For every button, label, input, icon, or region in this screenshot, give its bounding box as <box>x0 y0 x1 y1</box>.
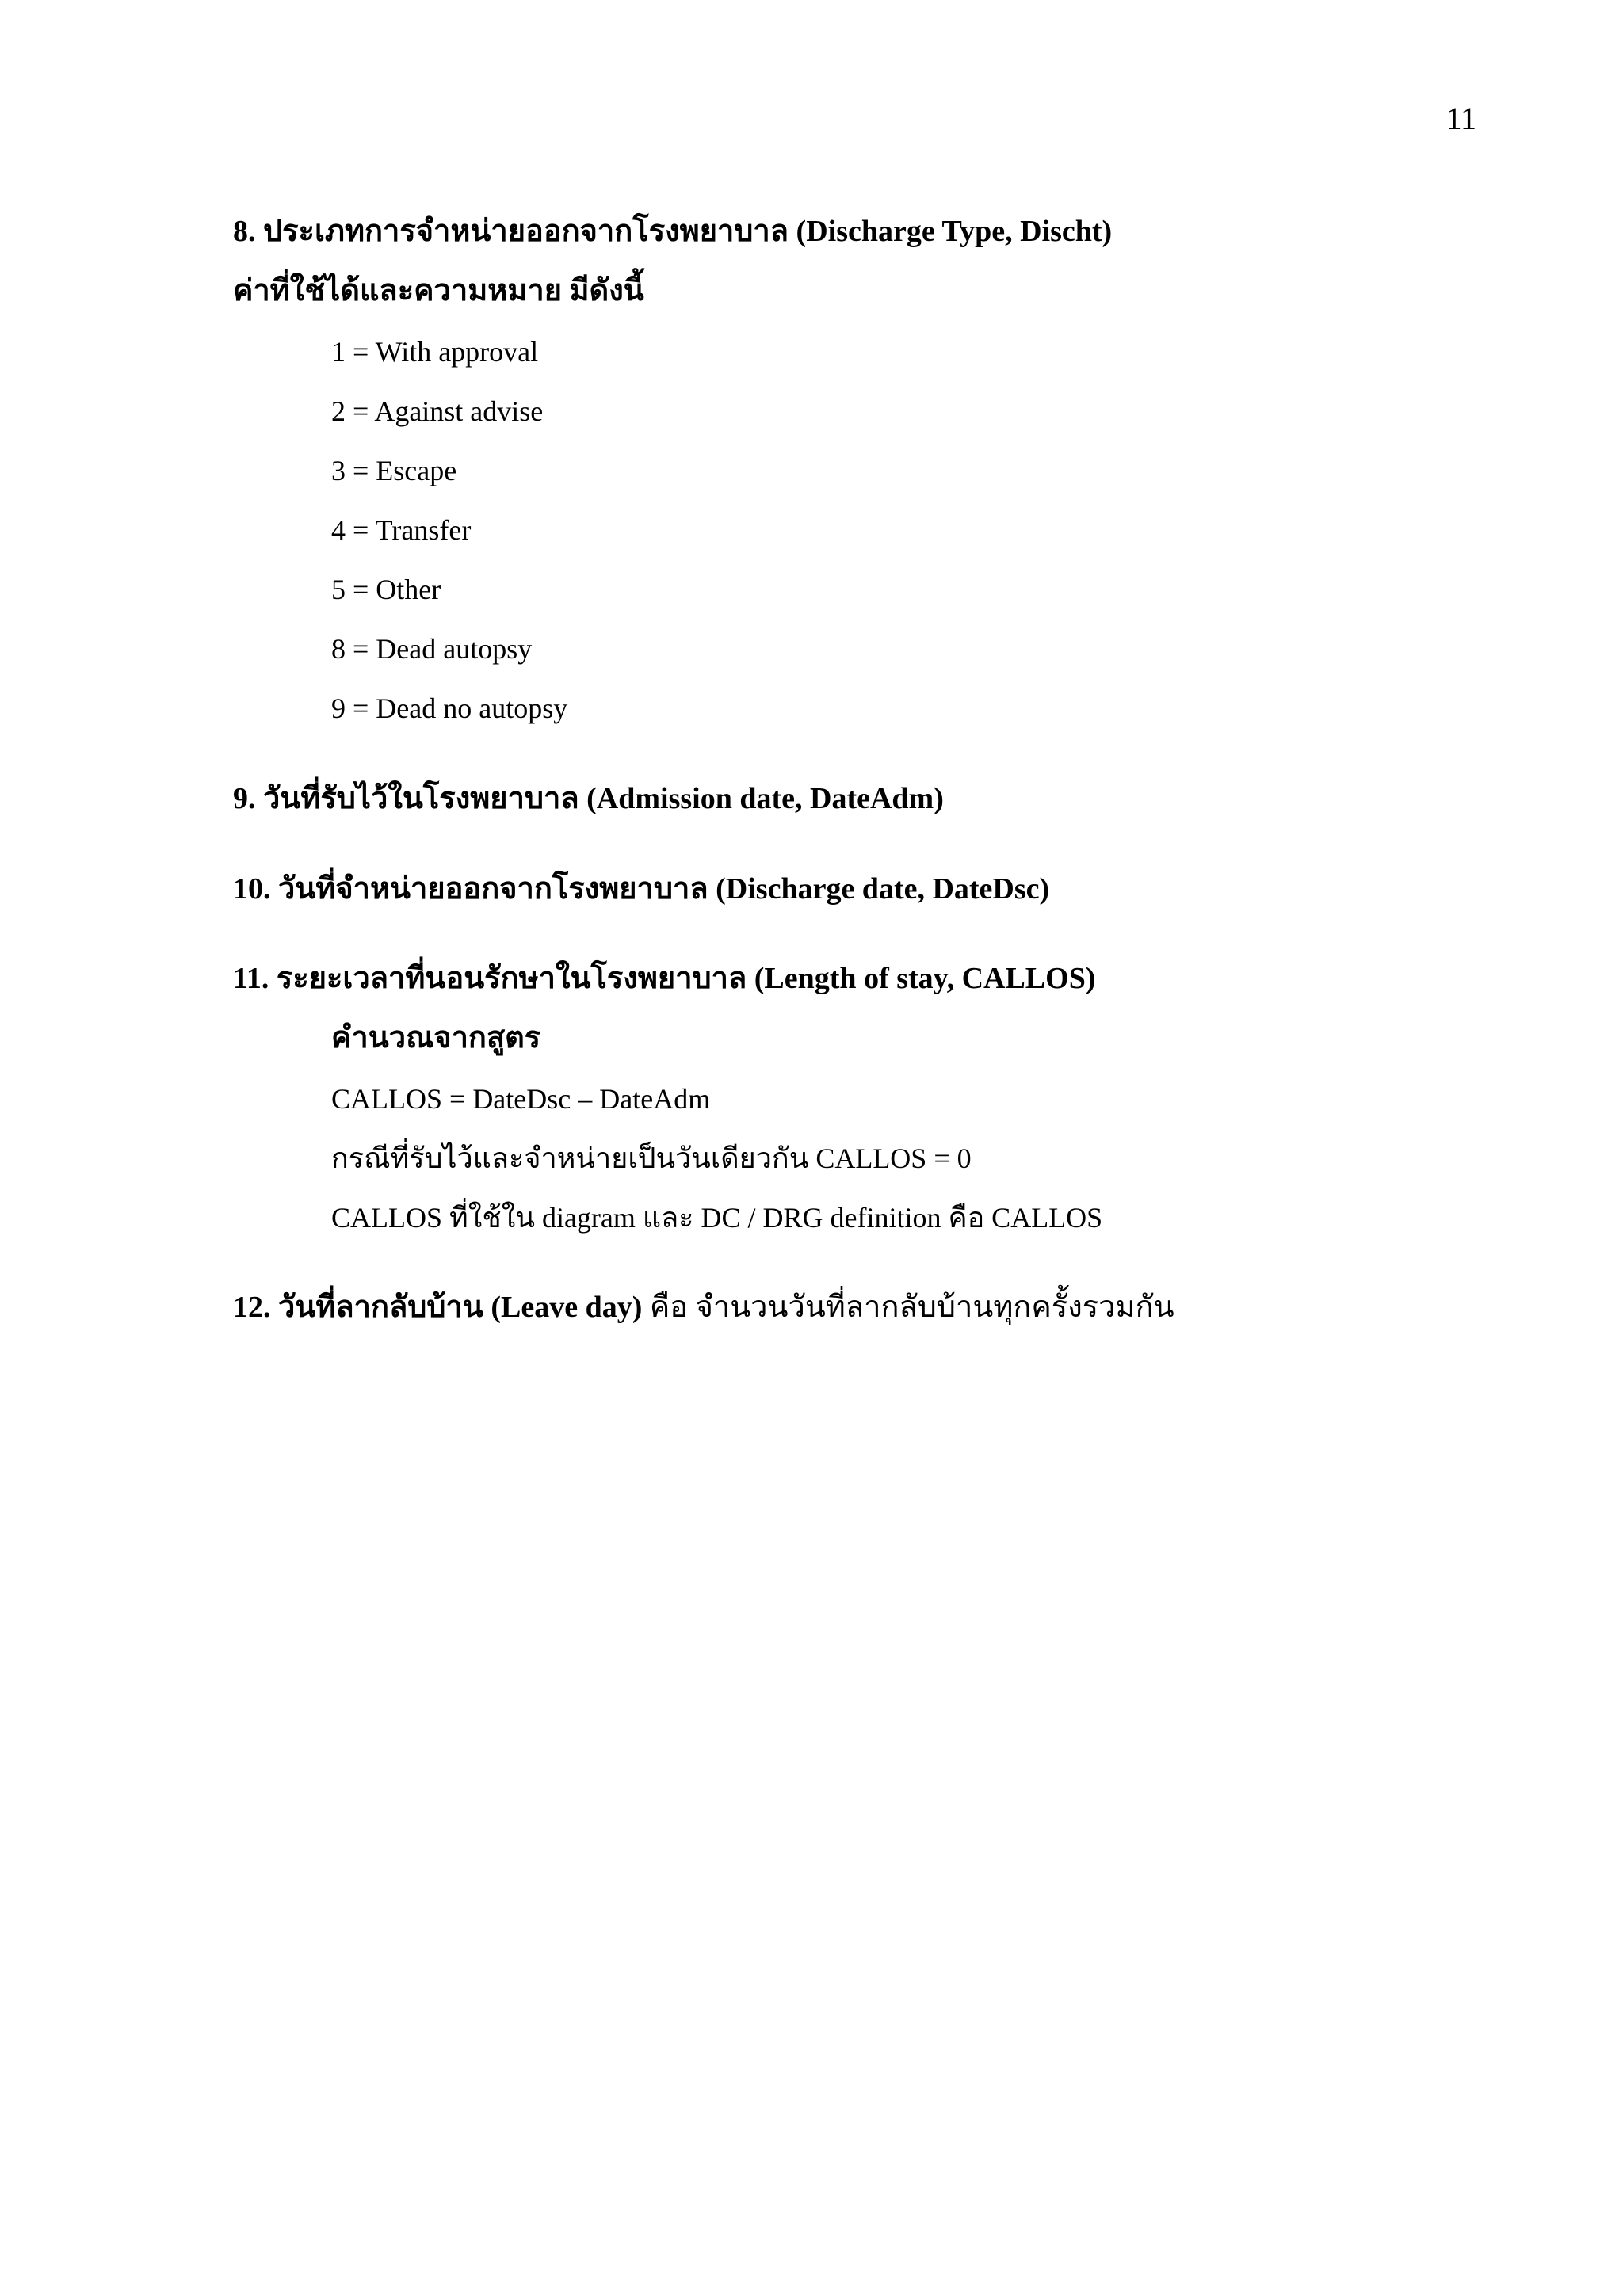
formula-line: CALLOS = DateDsc – DateAdm <box>331 1083 711 1115</box>
discharge-code-item: 3 = Escape <box>331 455 457 486</box>
section-12-heading <box>233 1283 1174 1331</box>
section-12-title: 12. วันที่ลากลับบ้าน (Leave day) <box>233 1291 643 1324</box>
section-11-subheading: คำนวณจากสูตร <box>331 1021 541 1055</box>
formula-note: กรณีที่รับไว้และจำหน่ายเป็นวันเดียวกัน CALLOS = 0 <box>331 1142 972 1174</box>
section-10-heading: 10. วันที่จำหน่ายออกจากโรงพยาบาล (Discharge date, DateDsc) <box>233 872 1050 906</box>
section-9-heading: 9. วันที่รับไว้ในโรงพยาบาล (Admission date, DateAdm) <box>233 782 944 815</box>
section-8-heading: 8. ประเภทการจำหน่ายออกจากโรงพยาบาล (Discharge Type, Discht) <box>233 215 1113 248</box>
discharge-code-item: 4 = Transfer <box>331 514 472 546</box>
section-12-description: คือ จำนวนวันที่ลากลับบ้านทุกครั้งรวมกัน <box>642 1291 1174 1324</box>
discharge-code-item: 9 = Dead no autopsy <box>331 692 568 724</box>
discharge-code-item: 2 = Against advise <box>331 395 544 427</box>
section-8-subheading: ค่าที่ใช้ได้และความหมาย มีดังนี้ <box>233 274 644 307</box>
discharge-code-item: 8 = Dead autopsy <box>331 633 533 665</box>
page-number: 11 <box>1445 101 1476 136</box>
discharge-code-item: 5 = Other <box>331 574 441 605</box>
formula-note: CALLOS ที่ใช้ใน diagram และ DC / DRG definition คือ CALLOS <box>331 1202 1103 1234</box>
discharge-code-item: 1 = With approval <box>331 336 539 368</box>
section-11-heading: 11. ระยะเวลาที่นอนรักษาในโรงพยาบาล (Length of stay, CALLOS) <box>233 962 1096 995</box>
